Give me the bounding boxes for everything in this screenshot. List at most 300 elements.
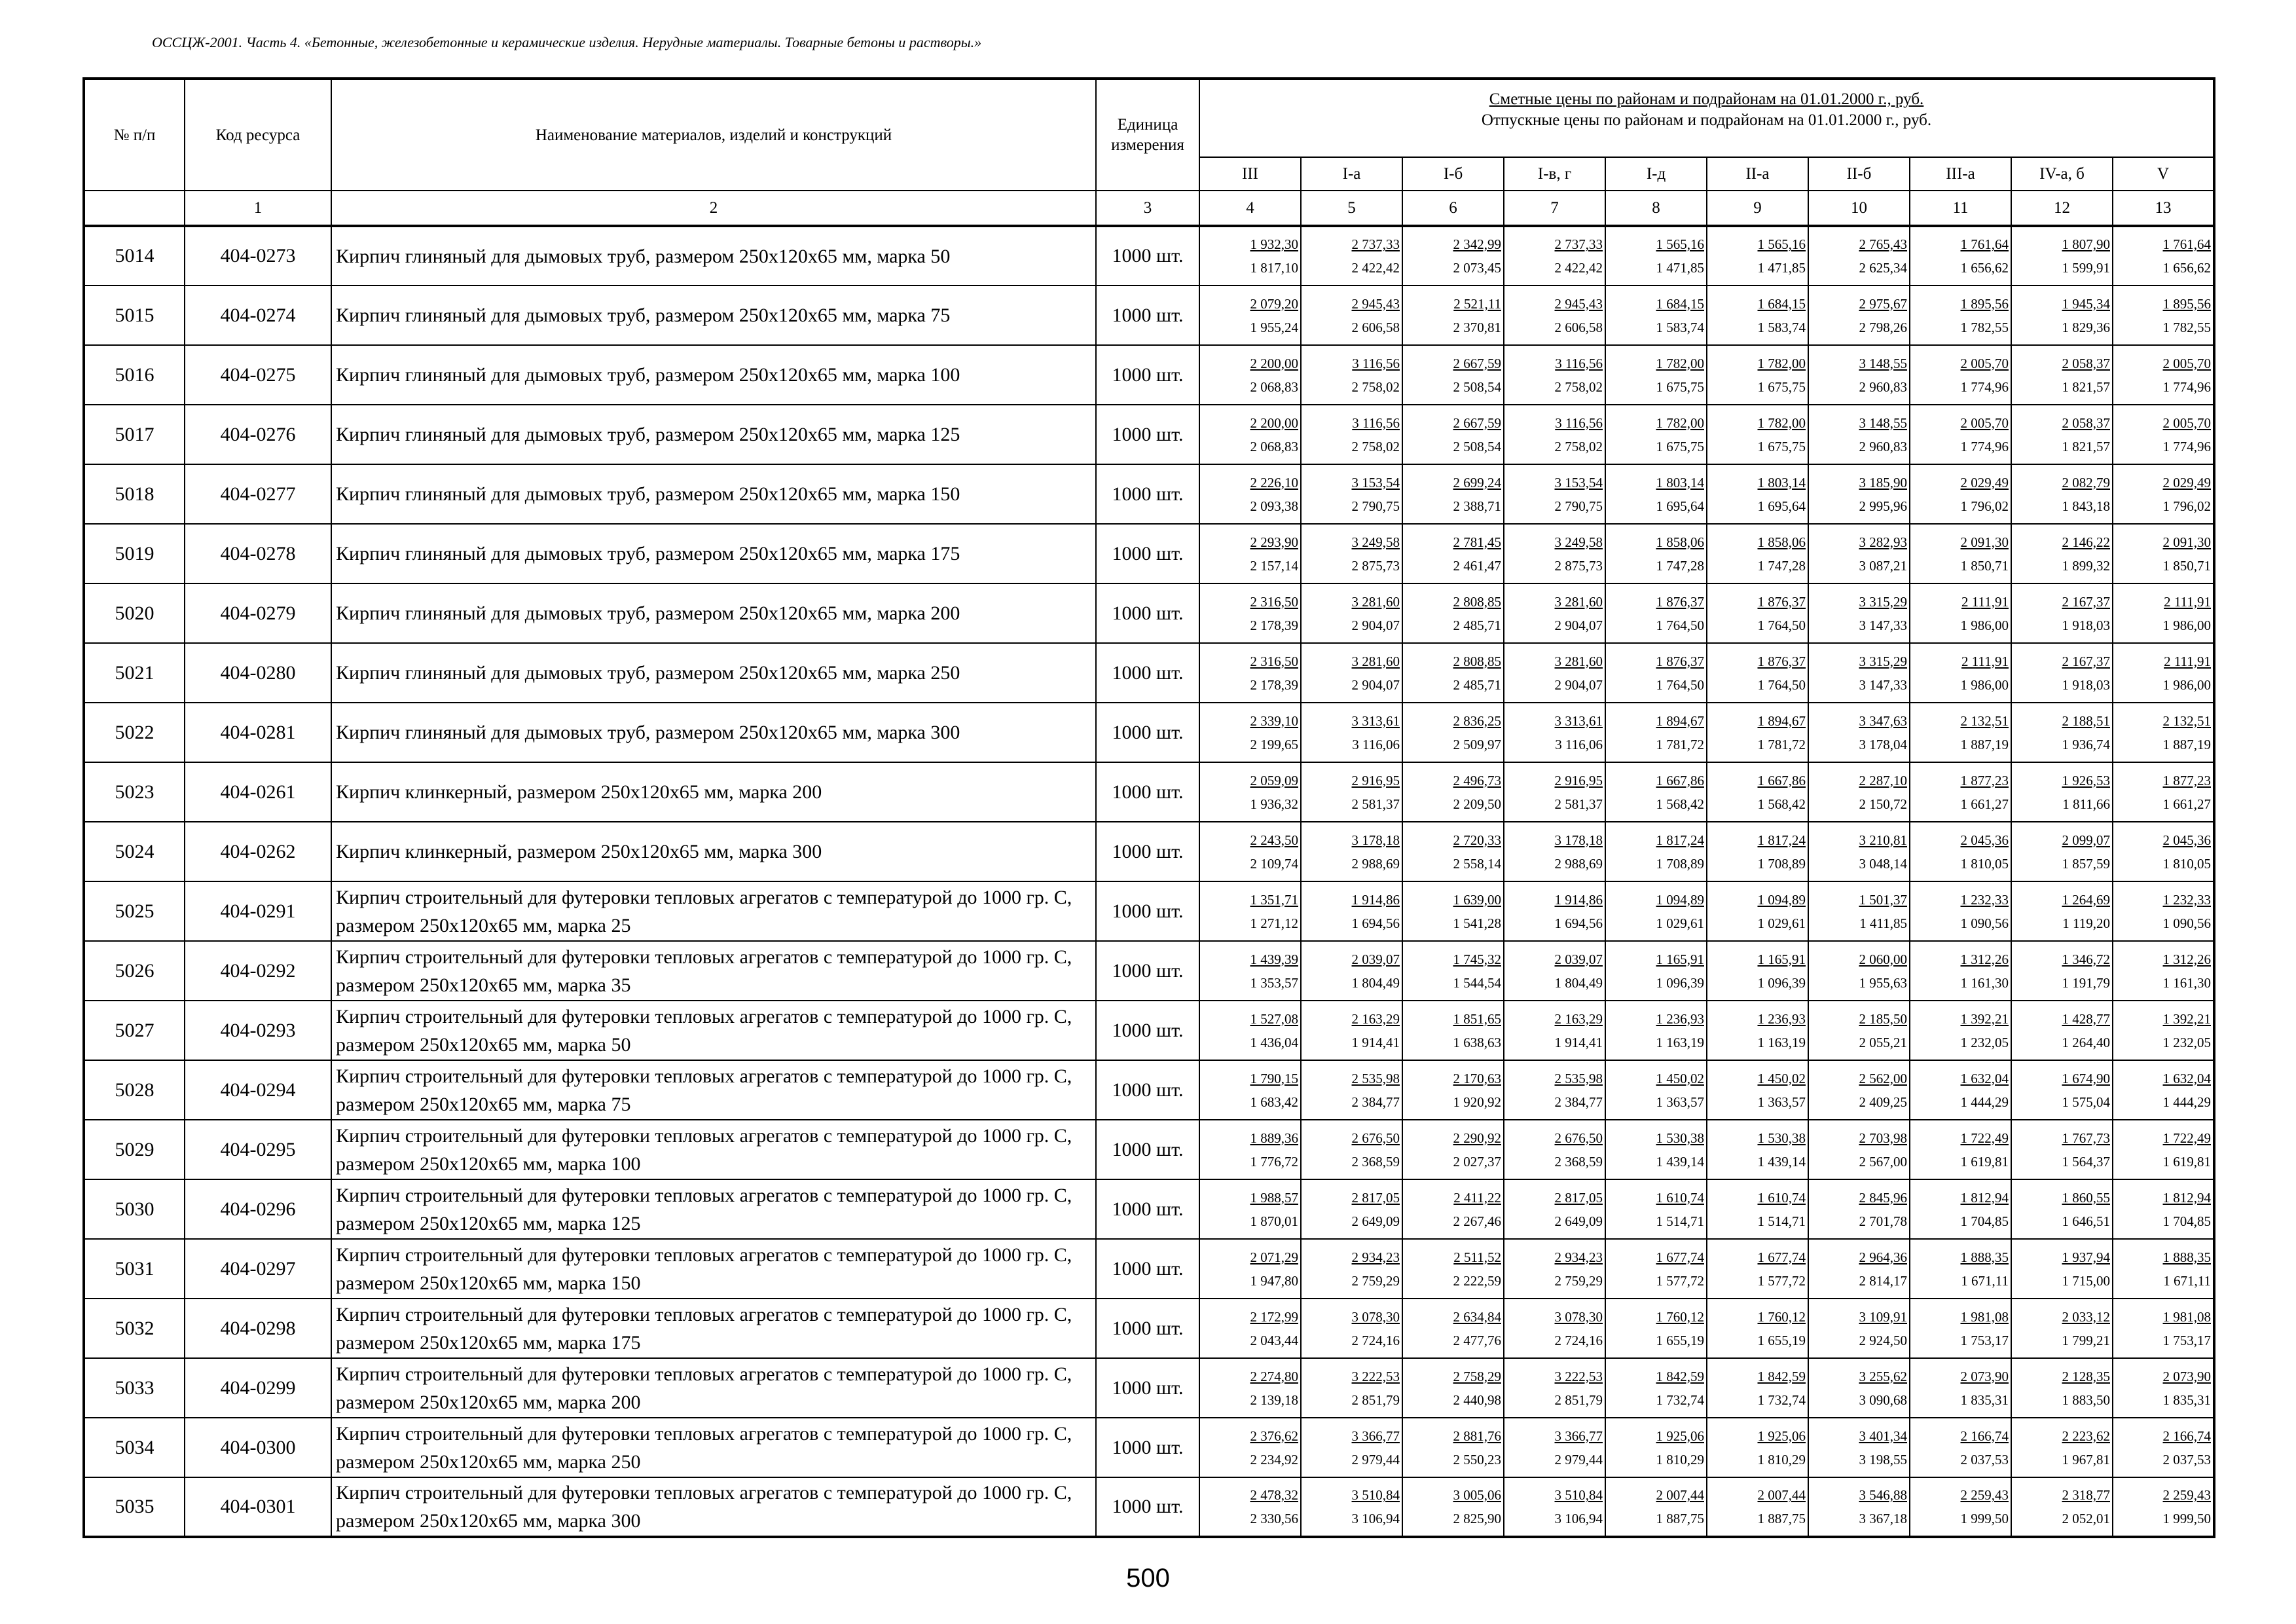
estimate-price: 2 934,23	[1554, 1249, 1603, 1265]
release-price: 2 924,50	[1859, 1332, 1907, 1348]
release-price: 1 671,11	[2163, 1272, 2212, 1289]
price-cell	[1402, 1179, 1504, 1239]
release-price: 2 851,79	[1351, 1392, 1400, 1408]
price-cell	[1707, 881, 1808, 941]
estimate-price: 1 632,04	[2162, 1070, 2212, 1086]
release-price: 2 422,42	[1554, 260, 1603, 276]
release-price: 1 747,28	[1757, 557, 1806, 574]
price-cell	[1910, 1418, 2011, 1477]
table-row	[84, 405, 2214, 464]
release-price: 2 388,71	[1453, 498, 1501, 514]
table-row	[84, 643, 2214, 703]
release-price: 2 995,96	[1859, 498, 1907, 514]
release-price: 1 096,39	[1656, 974, 1704, 991]
estimate-price: 1 667,86	[1656, 772, 1704, 788]
estimate-price: 1 530,38	[1757, 1130, 1806, 1146]
price-cell	[1402, 822, 1504, 881]
estimate-price: 1 876,37	[1656, 653, 1704, 669]
price-cell	[1301, 762, 1402, 822]
unit-of-measure: 1000 шт.	[1096, 762, 1199, 822]
release-price: 2 875,73	[1351, 557, 1400, 574]
price-cell	[1707, 1239, 1808, 1299]
estimate-price: 3 313,61	[1554, 712, 1603, 729]
resource-code: 404-0277	[185, 464, 331, 524]
resource-code: 404-0294	[185, 1060, 331, 1120]
release-price: 2 790,75	[1351, 498, 1400, 514]
estimate-price: 2 170,63	[1453, 1070, 1501, 1086]
resource-code: 404-0261	[185, 762, 331, 822]
price-cell	[2113, 1239, 2214, 1299]
price-cell	[1605, 822, 1707, 881]
estimate-price: 1 264,69	[2062, 891, 2110, 908]
resource-code: 404-0279	[185, 583, 331, 643]
document-header: ОССЦЖ-2001. Часть 4. «Бетонные, железобетонные и керамические изделия. Нерудные материалы. Товарные бетоны и растворы.»	[152, 34, 982, 50]
table-row	[84, 1418, 2214, 1477]
estimate-price: 2 033,12	[2062, 1308, 2110, 1325]
release-price: 1 583,74	[1656, 319, 1704, 335]
estimate-price: 2 163,29	[1351, 1010, 1400, 1027]
release-price: 2 701,78	[1859, 1213, 1907, 1229]
price-cell	[1707, 1120, 1808, 1179]
estimate-price: 2 243,50	[1250, 832, 1298, 848]
estimate-price: 2 316,50	[1250, 593, 1298, 610]
material-name: Кирпич строительный для футеровки тепловых агрегатов с температурой до 1000 гр. С, размером 250х120х65 мм, марка 150	[331, 1239, 1096, 1299]
price-cell	[1301, 881, 1402, 941]
estimate-price: 2 029,49	[2162, 474, 2212, 490]
price-cell	[1199, 822, 1301, 881]
estimate-price: 3 109,91	[1859, 1308, 1907, 1325]
col-index: 13	[2113, 191, 2214, 226]
resource-code: 404-0297	[185, 1239, 331, 1299]
release-price: 3 087,21	[1859, 557, 1907, 574]
estimate-price: 3 178,18	[1351, 832, 1400, 848]
price-cell	[2113, 583, 2214, 643]
estimate-price: 1 926,53	[2062, 772, 2110, 788]
table-row	[84, 881, 2214, 941]
estimate-price: 3 510,84	[1554, 1487, 1603, 1503]
release-price: 2 851,79	[1554, 1392, 1603, 1408]
release-price: 1 887,19	[1960, 736, 2009, 752]
price-cell	[1301, 1120, 1402, 1179]
region-header: III	[1199, 157, 1301, 191]
estimate-price: 1 312,26	[2162, 951, 2212, 967]
release-price: 2 485,71	[1453, 676, 1501, 693]
row-number: 5026	[84, 941, 185, 1001]
estimate-price: 2 667,59	[1453, 415, 1501, 431]
table-row	[84, 524, 2214, 583]
price-cell	[1605, 941, 1707, 1001]
table-row	[84, 1477, 2214, 1537]
release-price: 1 829,36	[2062, 319, 2110, 335]
estimate-price: 2 111,91	[2164, 653, 2212, 669]
estimate-price: 1 722,49	[2162, 1130, 2212, 1146]
price-cell	[1402, 1060, 1504, 1120]
table-row	[84, 583, 2214, 643]
material-name: Кирпич строительный для футеровки тепловых агрегатов с температурой до 1000 гр. С, размером 250х120х65 мм, марка 75	[331, 1060, 1096, 1120]
price-cell	[1504, 464, 1605, 524]
release-price: 2 979,44	[1351, 1451, 1400, 1467]
estimate-price: 2 005,70	[1960, 355, 2009, 371]
estimate-price: 1 782,00	[1656, 355, 1704, 371]
price-cell	[2011, 286, 2113, 345]
release-price: 1 471,85	[1757, 260, 1806, 276]
col-index: 5	[1301, 191, 1402, 226]
release-price: 1 163,19	[1656, 1034, 1704, 1050]
release-price: 2 509,97	[1453, 736, 1501, 752]
price-cell	[1808, 703, 1910, 762]
estimate-price: 2 676,50	[1351, 1130, 1400, 1146]
estimate-price: 1 877,23	[1960, 772, 2009, 788]
estimate-price: 2 167,37	[2062, 653, 2110, 669]
price-cell	[1910, 345, 2011, 405]
release-price: 1 753,17	[1960, 1332, 2009, 1348]
estimate-price: 3 078,30	[1554, 1308, 1603, 1325]
release-price: 2 461,47	[1453, 557, 1501, 574]
estimate-price: 1 842,59	[1757, 1368, 1806, 1384]
estimate-price: 1 860,55	[2062, 1189, 2110, 1206]
estimate-price: 2 045,36	[1960, 832, 2009, 848]
row-number: 5019	[84, 524, 185, 583]
price-cell	[2011, 1477, 2113, 1537]
estimate-price: 1 094,89	[1757, 891, 1806, 908]
price-cell	[2011, 524, 2113, 583]
estimate-price: 3 148,55	[1859, 415, 1907, 431]
row-number: 5014	[84, 226, 185, 286]
region-header: II-а	[1707, 157, 1808, 191]
unit-of-measure: 1000 шт.	[1096, 1239, 1199, 1299]
release-price: 1 850,71	[1960, 557, 2009, 574]
estimate-price: 2 223,62	[2062, 1428, 2110, 1444]
price-cell	[1808, 583, 1910, 643]
release-price: 1 436,04	[1250, 1034, 1298, 1050]
price-cell	[1504, 1358, 1605, 1418]
release-price: 1 577,72	[1757, 1272, 1806, 1289]
estimate-price: 2 339,10	[1250, 712, 1298, 729]
release-price: 1 599,91	[2062, 260, 2110, 276]
unit-of-measure: 1000 шт.	[1096, 1299, 1199, 1358]
price-cell	[1402, 941, 1504, 1001]
table-row	[84, 1358, 2214, 1418]
unit-of-measure: 1000 шт.	[1096, 464, 1199, 524]
release-price: 1 661,27	[1960, 796, 2009, 812]
estimate-price: 2 699,24	[1453, 474, 1501, 490]
price-cell	[1402, 1358, 1504, 1418]
price-cell	[1402, 464, 1504, 524]
release-price: 2 649,09	[1554, 1213, 1603, 1229]
price-cell	[1707, 1358, 1808, 1418]
price-cell	[1301, 1001, 1402, 1060]
table-row	[84, 345, 2214, 405]
release-price: 1 887,75	[1757, 1511, 1806, 1526]
price-cell	[1808, 464, 1910, 524]
release-price: 1 764,50	[1656, 676, 1704, 693]
resource-code: 404-0281	[185, 703, 331, 762]
estimate-price: 1 450,02	[1656, 1070, 1704, 1086]
price-cell	[2113, 1418, 2214, 1477]
release-price: 2 649,09	[1351, 1213, 1400, 1229]
price-cell	[2011, 1179, 2113, 1239]
price-cell	[1605, 1120, 1707, 1179]
price-cell	[1707, 1299, 1808, 1358]
release-price: 1 850,71	[2162, 557, 2212, 574]
price-cell	[1402, 1120, 1504, 1179]
table-row	[84, 703, 2214, 762]
unit-of-measure: 1000 шт.	[1096, 822, 1199, 881]
estimate-price: 2 167,37	[2062, 593, 2110, 610]
price-cell	[1504, 1239, 1605, 1299]
price-cell	[1910, 1299, 2011, 1358]
release-price: 2 558,14	[1453, 855, 1501, 872]
price-cell	[1402, 703, 1504, 762]
release-price: 2 724,16	[1351, 1332, 1400, 1348]
estimate-price: 3 249,58	[1351, 534, 1400, 550]
release-price: 1 575,04	[2062, 1094, 2110, 1110]
resource-code: 404-0300	[185, 1418, 331, 1477]
estimate-price: 2 259,43	[2162, 1487, 2212, 1503]
price-cell	[1402, 1299, 1504, 1358]
release-price: 1 776,72	[1250, 1153, 1298, 1170]
price-cell	[2113, 643, 2214, 703]
price-cell	[1301, 822, 1402, 881]
price-cell	[1808, 941, 1910, 1001]
row-number: 5034	[84, 1418, 185, 1477]
price-cell	[2011, 822, 2113, 881]
estimate-price: 2 881,76	[1453, 1428, 1501, 1444]
price-cell	[1301, 286, 1402, 345]
release-price: 1 747,28	[1656, 557, 1704, 574]
col-index: 7	[1504, 191, 1605, 226]
price-cell	[1605, 703, 1707, 762]
column-index-row	[84, 191, 2214, 226]
release-price: 2 477,76	[1453, 1332, 1501, 1348]
row-number: 5024	[84, 822, 185, 881]
estimate-price: 1 914,86	[1351, 891, 1400, 908]
row-number: 5032	[84, 1299, 185, 1358]
price-cell	[1707, 762, 1808, 822]
release-price: 1 090,56	[2162, 915, 2212, 931]
release-price: 1 810,29	[1656, 1451, 1704, 1467]
price-cell	[1808, 1358, 1910, 1418]
release-price: 1 695,64	[1757, 498, 1806, 514]
release-price: 1 732,74	[1757, 1392, 1806, 1408]
release-price: 3 178,04	[1859, 736, 1907, 752]
price-cell	[2011, 345, 2113, 405]
estimate-price: 1 782,00	[1656, 415, 1704, 431]
estimate-price: 2 007,44	[1757, 1487, 1806, 1503]
table-row	[84, 1120, 2214, 1179]
estimate-price: 1 351,71	[1250, 891, 1298, 908]
release-price: 1 704,85	[1960, 1213, 2009, 1229]
release-price: 3 367,18	[1859, 1511, 1907, 1526]
estimate-price: 1 842,59	[1656, 1368, 1704, 1384]
table-row	[84, 226, 2214, 286]
estimate-price: 2 511,52	[1453, 1249, 1501, 1265]
release-price: 2 606,58	[1554, 319, 1603, 335]
price-cell	[1605, 226, 1707, 286]
estimate-price: 2 562,00	[1859, 1070, 1907, 1086]
release-price: 1 568,42	[1757, 796, 1806, 812]
row-number: 5021	[84, 643, 185, 703]
estimate-price: 3 116,56	[1352, 355, 1400, 371]
price-cell	[1910, 464, 2011, 524]
price-cell	[1910, 1001, 2011, 1060]
price-cell	[1402, 286, 1504, 345]
estimate-price: 3 313,61	[1351, 712, 1400, 729]
unit-of-measure: 1000 шт.	[1096, 1120, 1199, 1179]
release-price: 1 646,51	[2062, 1213, 2110, 1229]
unit-of-measure: 1000 шт.	[1096, 1060, 1199, 1120]
estimate-price: 3 178,18	[1554, 832, 1603, 848]
estimate-price: 1 722,49	[1960, 1130, 2009, 1146]
price-cell	[2113, 1120, 2214, 1179]
price-cell	[1199, 1358, 1301, 1418]
row-number: 5018	[84, 464, 185, 524]
resource-code: 404-0280	[185, 643, 331, 703]
estimate-price: 1 232,33	[1960, 891, 2009, 908]
release-price: 2 055,21	[1859, 1034, 1907, 1050]
release-price: 2 109,74	[1250, 855, 1298, 872]
price-cell	[1301, 1239, 1402, 1299]
release-price: 1 835,31	[2162, 1392, 2212, 1408]
price-cell	[1910, 524, 2011, 583]
estimate-price: 2 535,98	[1351, 1070, 1400, 1086]
unit-of-measure: 1000 шт.	[1096, 941, 1199, 1001]
price-cell	[2113, 822, 2214, 881]
estimate-price: 1 894,67	[1656, 712, 1704, 729]
price-cell	[2011, 583, 2113, 643]
release-price: 2 384,77	[1554, 1094, 1603, 1110]
release-price: 1 914,41	[1351, 1034, 1400, 1050]
estimate-price: 2 945,43	[1351, 295, 1400, 312]
row-number: 5015	[84, 286, 185, 345]
release-price: 3 198,55	[1859, 1451, 1907, 1467]
release-price: 2 759,29	[1351, 1272, 1400, 1289]
release-price: 1 857,59	[2062, 855, 2110, 872]
row-number: 5035	[84, 1477, 185, 1537]
estimate-price: 1 745,32	[1453, 951, 1501, 967]
estimate-price: 2 005,70	[1960, 415, 2009, 431]
release-price: 2 073,45	[1453, 260, 1501, 276]
estimate-price: 2 817,05	[1554, 1189, 1603, 1206]
release-price: 1 163,19	[1757, 1034, 1806, 1050]
row-number: 5025	[84, 881, 185, 941]
release-price: 1 753,17	[2162, 1332, 2212, 1348]
release-price: 3 116,06	[1555, 736, 1603, 752]
price-cell	[2113, 1358, 2214, 1418]
estimate-price: 1 876,37	[1757, 653, 1806, 669]
material-name: Кирпич строительный для футеровки тепловых агрегатов с температурой до 1000 гр. С, размером 250х120х65 мм, марка 35	[331, 941, 1096, 1001]
price-cell	[2113, 1001, 2214, 1060]
estimate-price: 1 632,04	[1960, 1070, 2009, 1086]
unit-of-measure: 1000 шт.	[1096, 1358, 1199, 1418]
price-cell	[1808, 286, 1910, 345]
estimate-price: 2 082,79	[2062, 474, 2110, 490]
region-header: V	[2113, 157, 2214, 191]
estimate-price: 2 676,50	[1554, 1130, 1603, 1146]
col-header-name: Наименование материалов, изделий и конструкций	[331, 79, 1096, 191]
price-cell	[1707, 524, 1808, 583]
price-cell	[1301, 345, 1402, 405]
release-price: 1 096,39	[1757, 974, 1806, 991]
price-cell	[1402, 583, 1504, 643]
price-cell	[1199, 405, 1301, 464]
release-price: 1 661,27	[2162, 796, 2212, 812]
price-cell	[1605, 1239, 1707, 1299]
material-name: Кирпич глиняный для дымовых труб, размером 250х120х65 мм, марка 300	[331, 703, 1096, 762]
unit-of-measure: 1000 шт.	[1096, 226, 1199, 286]
price-cell	[1504, 405, 1605, 464]
estimate-price: 2 836,25	[1453, 712, 1501, 729]
price-cell	[1402, 405, 1504, 464]
price-cell	[1605, 643, 1707, 703]
price-cell	[1605, 405, 1707, 464]
table-row	[84, 1299, 2214, 1358]
estimate-price: 1 674,90	[2062, 1070, 2110, 1086]
material-name: Кирпич строительный для футеровки тепловых агрегатов с температурой до 1000 гр. С, размером 250х120х65 мм, марка 300	[331, 1477, 1096, 1537]
price-cell	[2011, 881, 2113, 941]
price-cell	[2113, 1060, 2214, 1120]
estimate-price: 2 916,95	[1351, 772, 1400, 788]
col-index: 10	[1808, 191, 1910, 226]
release-price: 2 027,37	[1453, 1153, 1501, 1170]
row-number: 5022	[84, 703, 185, 762]
release-price: 1 920,92	[1453, 1094, 1501, 1110]
release-price: 1 883,50	[2062, 1392, 2110, 1408]
price-cell	[1910, 1239, 2011, 1299]
release-price: 2 550,23	[1453, 1451, 1501, 1467]
release-price: 2 409,25	[1859, 1094, 1907, 1110]
material-name: Кирпич клинкерный, размером 250х120х65 мм, марка 300	[331, 822, 1096, 881]
estimate-price: 3 210,81	[1859, 832, 1907, 848]
estimate-price: 1 925,06	[1757, 1428, 1806, 1444]
estimate-price: 2 073,90	[1960, 1368, 2009, 1384]
price-cell	[1707, 1060, 1808, 1120]
price-cell	[1910, 1060, 2011, 1120]
price-cell	[1605, 762, 1707, 822]
material-name: Кирпич строительный для футеровки тепловых агрегатов с температурой до 1000 гр. С, размером 250х120х65 мм, марка 100	[331, 1120, 1096, 1179]
estimate-price: 1 945,34	[2062, 295, 2110, 312]
estimate-price: 1 988,57	[1250, 1189, 1298, 1206]
estimate-price: 1 932,30	[1250, 236, 1298, 252]
estimate-price: 2 318,77	[2062, 1487, 2110, 1503]
price-cell	[1808, 345, 1910, 405]
table-row	[84, 762, 2214, 822]
estimate-price: 2 781,45	[1453, 534, 1501, 550]
price-cell	[1808, 1477, 1910, 1537]
price-cell	[1605, 1060, 1707, 1120]
estimate-price: 2 496,73	[1453, 772, 1501, 788]
estimate-price: 2 535,98	[1554, 1070, 1603, 1086]
release-price: 1 843,18	[2062, 498, 2110, 514]
estimate-price: 3 222,53	[1554, 1368, 1603, 1384]
release-price: 2 758,02	[1554, 378, 1603, 395]
estimate-price: 2 111,91	[2164, 593, 2212, 610]
estimate-price: 2 060,00	[1859, 951, 1907, 967]
estimate-price: 1 232,33	[2162, 891, 2212, 908]
release-price: 1 675,75	[1757, 438, 1806, 454]
estimate-price: 2 166,74	[2162, 1428, 2212, 1444]
estimate-price: 2 071,29	[1250, 1249, 1298, 1265]
estimate-price: 1 858,06	[1656, 534, 1704, 550]
price-cell	[1301, 703, 1402, 762]
release-price: 1 577,72	[1656, 1272, 1704, 1289]
release-price: 2 960,83	[1859, 438, 1907, 454]
price-cell	[2011, 405, 2113, 464]
release-price: 1 955,24	[1250, 319, 1298, 335]
release-price: 1 675,75	[1656, 378, 1704, 395]
col-header-num: № п/п	[84, 79, 185, 191]
release-price: 2 139,18	[1250, 1392, 1298, 1408]
